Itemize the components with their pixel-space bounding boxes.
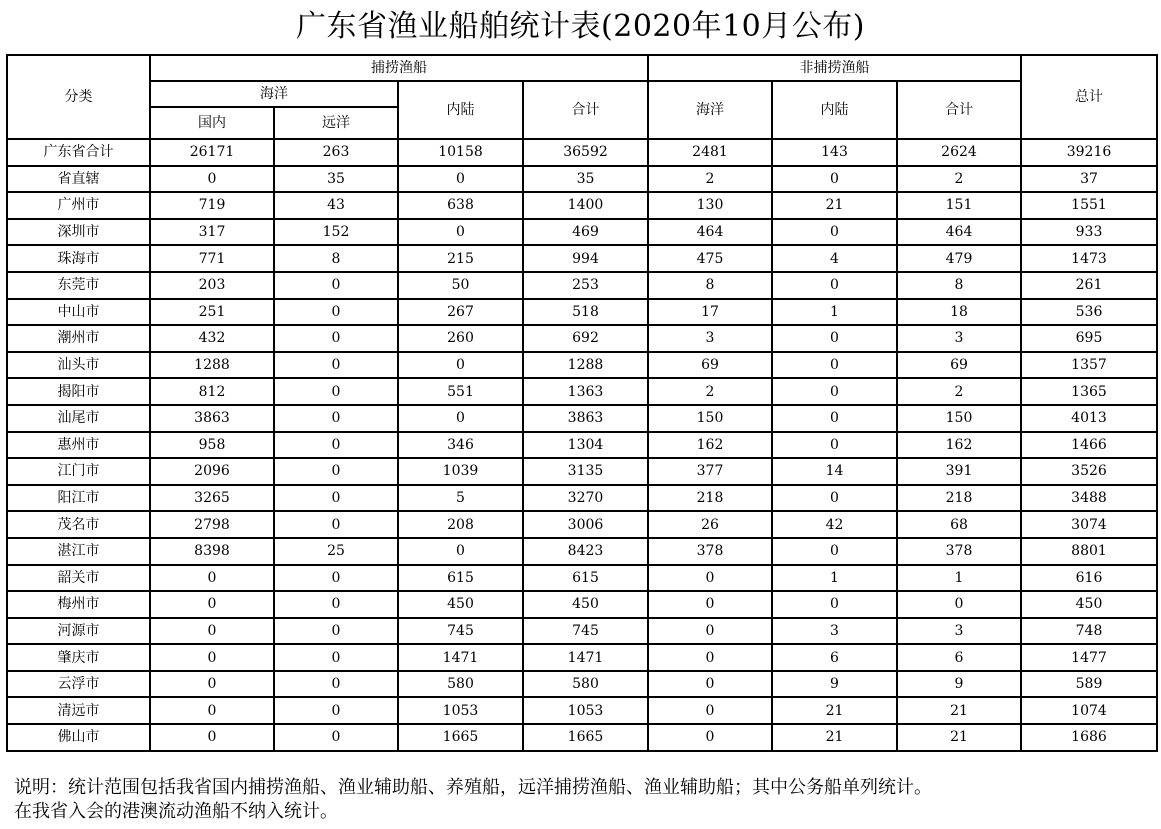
table-cell: 0 [897, 591, 1021, 618]
table-cell: 933 [1021, 219, 1157, 246]
table-cell: 0 [772, 405, 897, 432]
table-cell: 2096 [150, 458, 274, 485]
table-cell: 0 [398, 166, 523, 193]
header-offshore: 远洋 [274, 107, 398, 139]
table-cell: 1288 [523, 352, 648, 379]
table-cell: 150 [897, 405, 1021, 432]
table-cell: 469 [523, 219, 648, 246]
table-cell: 0 [648, 671, 772, 698]
header-subtotal: 合计 [523, 81, 648, 139]
table-cell: 4 [772, 245, 897, 272]
table-cell: 0 [398, 538, 523, 565]
table-cell: 69 [897, 352, 1021, 379]
table-cell: 0 [274, 485, 398, 512]
table-cell: 8 [648, 272, 772, 299]
table-cell: 0 [274, 618, 398, 645]
table-cell: 0 [150, 618, 274, 645]
header-row-2 [7, 81, 1157, 107]
row-label: 中山市 [7, 299, 150, 326]
row-label: 阳江市 [7, 485, 150, 512]
table-cell: 17 [648, 299, 772, 326]
table-cell: 3270 [523, 485, 648, 512]
table-cell: 162 [648, 432, 772, 459]
table-cell: 43 [274, 192, 398, 219]
table-cell: 464 [648, 219, 772, 246]
table-cell: 0 [772, 485, 897, 512]
table-cell: 3006 [523, 511, 648, 538]
page-title: 广东省渔业船舶统计表(2020年10月公布) [296, 9, 865, 44]
table-cell: 479 [897, 245, 1021, 272]
table-cell: 0 [150, 644, 274, 671]
table-cell: 317 [150, 219, 274, 246]
table-cell: 0 [150, 565, 274, 592]
table-cell: 36592 [523, 139, 648, 166]
table-cell: 3074 [1021, 511, 1157, 538]
table-cell: 0 [274, 378, 398, 405]
row-label: 云浮市 [7, 671, 150, 698]
row-label: 汕尾市 [7, 405, 150, 432]
table-cell: 0 [772, 538, 897, 565]
table-cell: 42 [772, 511, 897, 538]
table-cell: 162 [897, 432, 1021, 459]
table-cell: 0 [648, 591, 772, 618]
table-row [7, 618, 1157, 645]
table-cell: 0 [772, 432, 897, 459]
table-cell: 218 [897, 485, 1021, 512]
table-cell: 3 [772, 618, 897, 645]
row-label: 佛山市 [7, 724, 150, 751]
table-cell: 251 [150, 299, 274, 326]
table-cell: 748 [1021, 618, 1157, 645]
table-cell: 8423 [523, 538, 648, 565]
table-cell: 0 [772, 272, 897, 299]
table-cell: 377 [648, 458, 772, 485]
table-cell: 3863 [150, 405, 274, 432]
table-cell: 0 [274, 405, 398, 432]
table-cell: 1 [772, 565, 897, 592]
row-label: 汕头市 [7, 352, 150, 379]
table-cell: 263 [274, 139, 398, 166]
table-cell: 208 [398, 511, 523, 538]
table-cell: 69 [648, 352, 772, 379]
table-cell: 0 [150, 724, 274, 751]
table-cell: 1053 [398, 697, 523, 724]
table-cell: 152 [274, 219, 398, 246]
table-cell: 2481 [648, 139, 772, 166]
table-row [7, 325, 1157, 352]
table-cell: 958 [150, 432, 274, 459]
table-cell: 21 [897, 724, 1021, 751]
table-cell: 5 [398, 485, 523, 512]
table-row [7, 299, 1157, 326]
table-cell: 771 [150, 245, 274, 272]
table-cell: 0 [274, 458, 398, 485]
table-cell: 8 [897, 272, 1021, 299]
table-cell: 130 [648, 192, 772, 219]
table-cell: 3265 [150, 485, 274, 512]
table-cell: 1471 [398, 644, 523, 671]
table-cell: 450 [523, 591, 648, 618]
table-cell: 21 [772, 724, 897, 751]
table-cell: 745 [523, 618, 648, 645]
table-cell: 9 [772, 671, 897, 698]
table-cell: 450 [398, 591, 523, 618]
table-cell: 143 [772, 139, 897, 166]
table-row [7, 565, 1157, 592]
table-cell: 1 [897, 565, 1021, 592]
header-domestic: 国内 [150, 107, 274, 139]
table-cell: 2798 [150, 511, 274, 538]
table-cell: 0 [648, 724, 772, 751]
table-cell: 0 [274, 671, 398, 698]
table-cell: 0 [274, 565, 398, 592]
table-cell: 3526 [1021, 458, 1157, 485]
table-cell: 464 [897, 219, 1021, 246]
row-label: 珠海市 [7, 245, 150, 272]
table-cell: 0 [398, 405, 523, 432]
table-cell: 50 [398, 272, 523, 299]
table-row [7, 538, 1157, 565]
table-cell: 580 [523, 671, 648, 698]
table-cell: 1686 [1021, 724, 1157, 751]
table-cell: 9 [897, 671, 1021, 698]
table-cell: 1551 [1021, 192, 1157, 219]
table-cell: 203 [150, 272, 274, 299]
table-cell: 0 [772, 591, 897, 618]
header-grand-total: 总计 [1021, 55, 1157, 139]
table-row [7, 432, 1157, 459]
table-cell: 8 [274, 245, 398, 272]
table-cell: 432 [150, 325, 274, 352]
header-row-1 [7, 55, 1157, 81]
table-row [7, 671, 1157, 698]
table-cell: 1288 [150, 352, 274, 379]
table-cell: 378 [897, 538, 1021, 565]
table-row [7, 352, 1157, 379]
table-cell: 2624 [897, 139, 1021, 166]
table-cell: 0 [274, 432, 398, 459]
table-cell: 0 [398, 352, 523, 379]
table-cell: 378 [648, 538, 772, 565]
table-cell: 1074 [1021, 697, 1157, 724]
table-cell: 68 [897, 511, 1021, 538]
table-cell: 4013 [1021, 405, 1157, 432]
table-cell: 0 [772, 378, 897, 405]
row-label: 清远市 [7, 697, 150, 724]
table-row [7, 245, 1157, 272]
table-cell: 589 [1021, 671, 1157, 698]
table-cell: 26171 [150, 139, 274, 166]
footnote-line-1: 说明：统计范围包括我省国内捕捞渔船、渔业辅助船、养殖船，远洋捕捞渔船、渔业辅助船；其中公务船单列统计。 [14, 777, 932, 798]
table-cell: 0 [648, 644, 772, 671]
table-row [7, 485, 1157, 512]
table-row [7, 644, 1157, 671]
table-cell: 0 [772, 166, 897, 193]
table-cell: 0 [274, 697, 398, 724]
row-label: 东莞市 [7, 272, 150, 299]
table-cell: 1304 [523, 432, 648, 459]
table-cell: 8398 [150, 538, 274, 565]
table-cell: 812 [150, 378, 274, 405]
table-cell: 253 [523, 272, 648, 299]
table-cell: 1665 [398, 724, 523, 751]
header-inland: 内陆 [398, 81, 523, 139]
table-cell: 21 [772, 192, 897, 219]
table-cell: 3 [648, 325, 772, 352]
header-non-fishing-vessels: 非捕捞渔船 [648, 55, 1021, 81]
table-cell: 0 [150, 671, 274, 698]
row-label: 江门市 [7, 458, 150, 485]
table-row [7, 405, 1157, 432]
table-cell: 14 [772, 458, 897, 485]
table-cell: 2 [648, 166, 772, 193]
table-cell: 0 [150, 697, 274, 724]
table-cell: 0 [648, 618, 772, 645]
table-cell: 994 [523, 245, 648, 272]
table-row [7, 591, 1157, 618]
table-row [7, 724, 1157, 751]
table-cell: 8801 [1021, 538, 1157, 565]
table-cell: 0 [772, 352, 897, 379]
header-nf-marine: 海洋 [648, 81, 772, 139]
table-cell: 151 [897, 192, 1021, 219]
header-category: 分类 [7, 55, 150, 139]
row-label: 潮州市 [7, 325, 150, 352]
table-cell: 215 [398, 245, 523, 272]
row-label: 河源市 [7, 618, 150, 645]
table-cell: 518 [523, 299, 648, 326]
table-cell: 35 [523, 166, 648, 193]
table-row [7, 272, 1157, 299]
table-cell: 0 [772, 325, 897, 352]
table-cell: 2 [897, 378, 1021, 405]
table-cell: 0 [274, 325, 398, 352]
table-cell: 1665 [523, 724, 648, 751]
header-marine: 海洋 [150, 81, 398, 107]
table-cell: 616 [1021, 565, 1157, 592]
table-cell: 0 [150, 591, 274, 618]
table-cell: 2 [648, 378, 772, 405]
table-cell: 346 [398, 432, 523, 459]
table-cell: 0 [274, 644, 398, 671]
row-label: 茂名市 [7, 511, 150, 538]
table-cell: 0 [274, 272, 398, 299]
table-cell: 1477 [1021, 644, 1157, 671]
table-row [7, 166, 1157, 193]
row-label: 揭阳市 [7, 378, 150, 405]
table-cell: 391 [897, 458, 1021, 485]
table-cell: 2 [897, 166, 1021, 193]
footnote [14, 776, 1154, 824]
table-cell: 1473 [1021, 245, 1157, 272]
table-cell: 536 [1021, 299, 1157, 326]
table-cell: 10158 [398, 139, 523, 166]
table-cell: 551 [398, 378, 523, 405]
table-cell: 1466 [1021, 432, 1157, 459]
table-row [7, 192, 1157, 219]
table-cell: 0 [398, 219, 523, 246]
table-cell: 692 [523, 325, 648, 352]
table-row [7, 219, 1157, 246]
table-cell: 0 [274, 352, 398, 379]
table-cell: 39216 [1021, 139, 1157, 166]
table-row [7, 139, 1157, 166]
table-cell: 1 [772, 299, 897, 326]
table-cell: 0 [648, 565, 772, 592]
footnote-line-2: 在我省入会的港澳流动渔船不纳入统计。 [14, 801, 338, 822]
table-cell: 0 [772, 219, 897, 246]
table-cell: 580 [398, 671, 523, 698]
table-row [7, 697, 1157, 724]
table-cell: 0 [274, 511, 398, 538]
table-cell: 3863 [523, 405, 648, 432]
table-cell: 3488 [1021, 485, 1157, 512]
table-cell: 1471 [523, 644, 648, 671]
table-cell: 3 [897, 618, 1021, 645]
table-cell: 3135 [523, 458, 648, 485]
row-label: 梅州市 [7, 591, 150, 618]
header-fishing-vessels: 捕捞渔船 [150, 55, 648, 81]
table-cell: 25 [274, 538, 398, 565]
table-cell: 0 [648, 697, 772, 724]
table-cell: 1365 [1021, 378, 1157, 405]
table-cell: 0 [274, 724, 398, 751]
table-cell: 638 [398, 192, 523, 219]
table-cell: 475 [648, 245, 772, 272]
table-cell: 450 [1021, 591, 1157, 618]
table-row [7, 378, 1157, 405]
row-label: 广州市 [7, 192, 150, 219]
table-cell: 719 [150, 192, 274, 219]
table-cell: 1357 [1021, 352, 1157, 379]
table-cell: 0 [150, 166, 274, 193]
table-cell: 1363 [523, 378, 648, 405]
table-cell: 1039 [398, 458, 523, 485]
table-cell: 21 [897, 697, 1021, 724]
header-nf-subtotal: 合计 [897, 81, 1021, 139]
table-cell: 0 [274, 299, 398, 326]
table-cell: 615 [523, 565, 648, 592]
table-cell: 35 [274, 166, 398, 193]
table-row [7, 458, 1157, 485]
table-cell: 745 [398, 618, 523, 645]
row-label: 惠州市 [7, 432, 150, 459]
table-cell: 260 [398, 325, 523, 352]
fishing-vessel-table [6, 54, 1158, 752]
table-cell: 615 [398, 565, 523, 592]
table-cell: 218 [648, 485, 772, 512]
row-label: 广东省合计 [7, 139, 150, 166]
table-cell: 6 [772, 644, 897, 671]
table-cell: 267 [398, 299, 523, 326]
table-cell: 695 [1021, 325, 1157, 352]
table-cell: 1053 [523, 697, 648, 724]
table-cell: 3 [897, 325, 1021, 352]
table-cell: 261 [1021, 272, 1157, 299]
row-label: 肇庆市 [7, 644, 150, 671]
row-label: 湛江市 [7, 538, 150, 565]
table-cell: 21 [772, 697, 897, 724]
table-cell: 0 [274, 591, 398, 618]
row-label: 深圳市 [7, 219, 150, 246]
table-cell: 150 [648, 405, 772, 432]
table-cell: 26 [648, 511, 772, 538]
row-label: 韶关市 [7, 565, 150, 592]
table-cell: 6 [897, 644, 1021, 671]
header-nf-inland: 内陆 [772, 81, 897, 139]
table-cell: 18 [897, 299, 1021, 326]
table-cell: 37 [1021, 166, 1157, 193]
row-label: 省直辖 [7, 166, 150, 193]
table-row [7, 511, 1157, 538]
table-cell: 1400 [523, 192, 648, 219]
